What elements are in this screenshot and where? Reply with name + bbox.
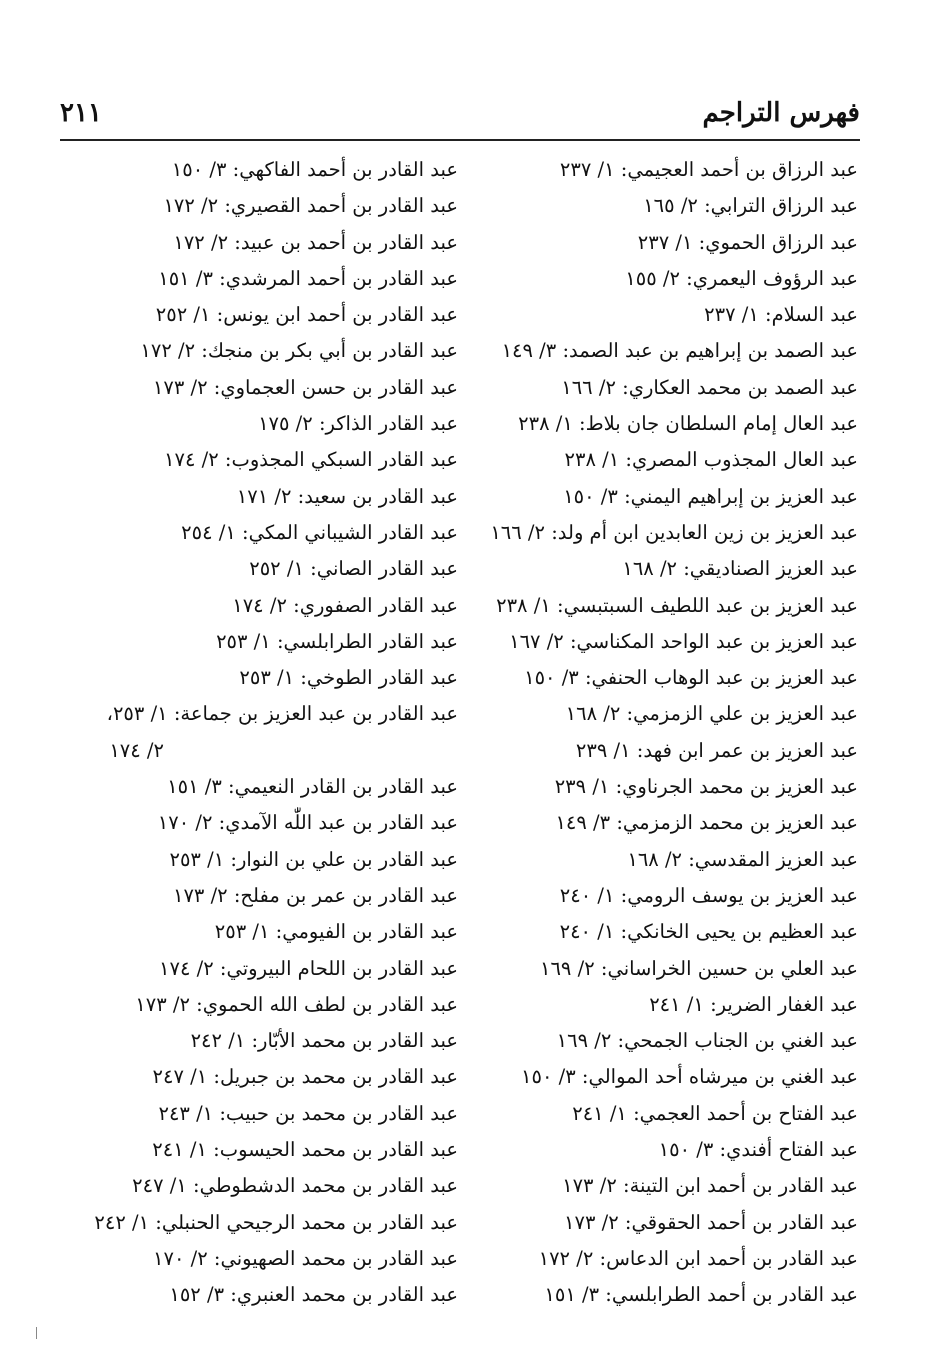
index-entry: عبد القادر الصفوري: ٢/ ١٧٤ xyxy=(232,593,458,617)
index-entry: عبد العال إمام السلطان جان بلاط: ١/ ٢٣٨ xyxy=(518,412,858,436)
index-entry: عبد القادر الصاني: ١/ ٢٥٢ xyxy=(249,557,458,581)
index-entry: عبد القادر بن أحمد الطرابلسي: ٣/ ١٥١ xyxy=(544,1283,858,1307)
header-rule xyxy=(60,139,860,141)
index-entry: عبد القادر السبكي المجذوب: ٢/ ١٧٤ xyxy=(164,448,458,472)
index-entry: عبد القادر الذاكر: ٢/ ١٧٥ xyxy=(258,412,458,436)
index-entry: عبد الرزاق بن أحمد العجيمي: ١/ ٢٣٧ xyxy=(559,158,858,181)
index-entry: عبد العلي بن حسين الخراساني: ٢/ ١٦٩ xyxy=(539,956,858,980)
index-column-left xyxy=(78,152,458,1314)
index-entry: عبد الصمد بن إبراهيم بن عبد الصمد: ٣/ ١٤٩ xyxy=(501,339,858,363)
index-entry: عبد الصمد بن محمد العكاري: ٢/ ١٦٦ xyxy=(561,375,858,399)
index-entry: عبد الغني بن ميرشاه أحد الموالي: ٣/ ١٥٠ xyxy=(521,1065,858,1089)
index-entry: عبد الفتاح أفندي: ٣/ ١٥٠ xyxy=(658,1138,858,1162)
index-entry: عبد القادر بن محمد العنبري: ٣/ ١٥٢ xyxy=(169,1283,458,1307)
index-entry: عبد العزيز بن عبد الوهاب الحنفي: ٣/ ١٥٠ xyxy=(524,666,858,690)
index-entry: عبد القادر بن أحمد الحقوقي: ٢/ ١٧٣ xyxy=(564,1210,858,1234)
index-column-right xyxy=(448,152,858,1314)
index-entry: عبد العزيز بن إبراهيم اليمني: ٣/ ١٥٠ xyxy=(563,484,858,508)
index-entry: عبد القادر الشيباني المكي: ١/ ٢٥٤ xyxy=(181,520,458,544)
index-entry: عبد القادر بن محمد الأبّار: ١/ ٢٤٢ xyxy=(190,1029,458,1053)
index-entry: عبد الغني بن الجناب الجمحي: ٢/ ١٦٩ xyxy=(556,1029,858,1053)
index-entry: عبد العزيز بن محمد الزمزمي: ٣/ ١٤٩ xyxy=(555,811,858,835)
index-entry: عبد القادر بن القادر النعيمي: ٣/ ١٥١ xyxy=(167,775,458,799)
index-entry: عبد العزيز بن علي الزمزمي: ٢/ ١٦٨ xyxy=(565,702,858,726)
margin-mark xyxy=(36,1327,37,1339)
index-entry: عبد القادر بن أبي بكر بن منجك: ٢/ ١٧٢ xyxy=(140,339,458,363)
index-entry: عبد العزيز بن عبد اللطيف السبتبسي: ١/ ٢٣٨ xyxy=(496,593,858,617)
page-number: ٢١١ xyxy=(60,98,102,128)
index-entry: عبد القادر بن الفيومي: ١/ ٢٥٣ xyxy=(214,920,458,944)
index-entry: عبد العزيز بن محمد الجرناوي: ١/ ٢٣٩ xyxy=(554,775,858,799)
index-entry: عبد القادر بن حسن العجماوي: ٢/ ١٧٣ xyxy=(152,375,458,399)
index-entry: عبد الرزاق الترابي: ٢/ ١٦٥ xyxy=(643,194,858,218)
index-entry: عبد العزيز الصناديقي: ٢/ ١٦٨ xyxy=(622,557,858,581)
index-entry: ٢/ ١٧٤ xyxy=(109,738,164,762)
index-entry: عبد القادر بن عبد العزيز بن جماعة: ١/ ٢٥٣، xyxy=(106,702,458,726)
index-entry: عبد القادر بن سعيد: ٢/ ١٧١ xyxy=(236,484,458,508)
index-entry: عبد العظيم بن يحيى الخانكي: ١/ ٢٤٠ xyxy=(559,920,858,944)
index-entry: عبد القادر بن أحمد بن عبيد: ٢/ ١٧٢ xyxy=(173,230,458,254)
index-entry: عبد القادر بن أحمد ابن يونس: ١/ ٢٥٢ xyxy=(155,303,458,327)
index-entry: عبد القادر بن عبد اللّٰه الآمدي: ٢/ ١٧٠ xyxy=(157,811,458,835)
index-entry: عبد السلام: ١/ ٢٣٧ xyxy=(704,303,858,327)
index-entry: عبد الفتاح بن أحمد العجمي: ١/ ٢٤١ xyxy=(572,1101,858,1125)
index-entry: عبد الرزاق الحموي: ١/ ٢٣٧ xyxy=(637,230,858,254)
index-entry: عبد القادر بن عمر بن مفلح: ٢/ ١٧٣ xyxy=(172,883,458,907)
index-entry: عبد القادر بن أحمد ابن التينة: ٢/ ١٧٣ xyxy=(562,1174,858,1198)
index-entry: عبد القادر بن محمد بن جبريل: ١/ ٢٤٧ xyxy=(152,1065,458,1089)
index-entry: عبد القادر بن محمد بن حبيب: ١/ ٢٤٣ xyxy=(158,1101,458,1125)
index-entry: عبد الرؤوف اليعمري: ٢/ ١٥٥ xyxy=(625,266,858,290)
index-entry: عبد القادر بن محمد الحيسوب: ١/ ٢٤١ xyxy=(152,1138,458,1162)
index-entry: عبد الغفار الضرير: ١/ ٢٤١ xyxy=(649,992,858,1016)
index-entry: عبد القادر بن محمد الصهيوني: ٢/ ١٧٠ xyxy=(153,1246,458,1270)
index-entry: عبد العزيز بن يوسف الرومي: ١/ ٢٤٠ xyxy=(559,883,858,907)
index-entry: عبد القادر بن علي بن النوار: ١/ ٢٥٣ xyxy=(169,847,458,871)
index-entry: عبد القادر بن أحمد الفاكهي: ٣/ ١٥٠ xyxy=(171,158,458,181)
index-entry: عبد القادر بن أحمد ابن الدعاس: ٢/ ١٧٢ xyxy=(538,1246,858,1270)
index-entry: عبد القادر بن أحمد المرشدي: ٣/ ١٥١ xyxy=(158,266,458,290)
index-entry: عبد العزيز بن زين العابدين ابن أم ولد: ٢/ ١٦٦ xyxy=(490,520,858,544)
index-entry: عبد القادر الطرابلسي: ١/ ٢٥٣ xyxy=(216,629,458,653)
index-entry: عبد العزيز بن عمر ابن فهد: ١/ ٢٣٩ xyxy=(575,738,858,762)
index-entry: عبد القادر بن محمد الدشطوطي: ١/ ٢٤٧ xyxy=(132,1174,458,1198)
index-entry: عبد القادر بن محمد الرجيحي الحنبلي: ١/ ٢٤٢ xyxy=(94,1210,458,1234)
index-entry: عبد العال المجذوب المصري: ١/ ٢٣٨ xyxy=(564,448,858,472)
index-entry: عبد القادر بن لطف الله الحموي: ٢/ ١٧٣ xyxy=(135,992,458,1016)
page-header xyxy=(60,96,860,136)
index-entry: عبد القادر بن اللحام البيروتي: ٢/ ١٧٤ xyxy=(159,956,458,980)
index-entry: عبد العزيز المقدسي: ٢/ ١٦٨ xyxy=(627,847,858,871)
index-entry: عبد القادر بن أحمد القصيري: ٢/ ١٧٢ xyxy=(163,194,458,218)
running-title: فهرس التراجم xyxy=(702,98,860,128)
index-entry: عبد القادر الطوخي: ١/ ٢٥٣ xyxy=(239,666,458,690)
index-entry: عبد العزيز بن عبد الواحد المكناسي: ٢/ ١٦٧ xyxy=(509,629,858,653)
